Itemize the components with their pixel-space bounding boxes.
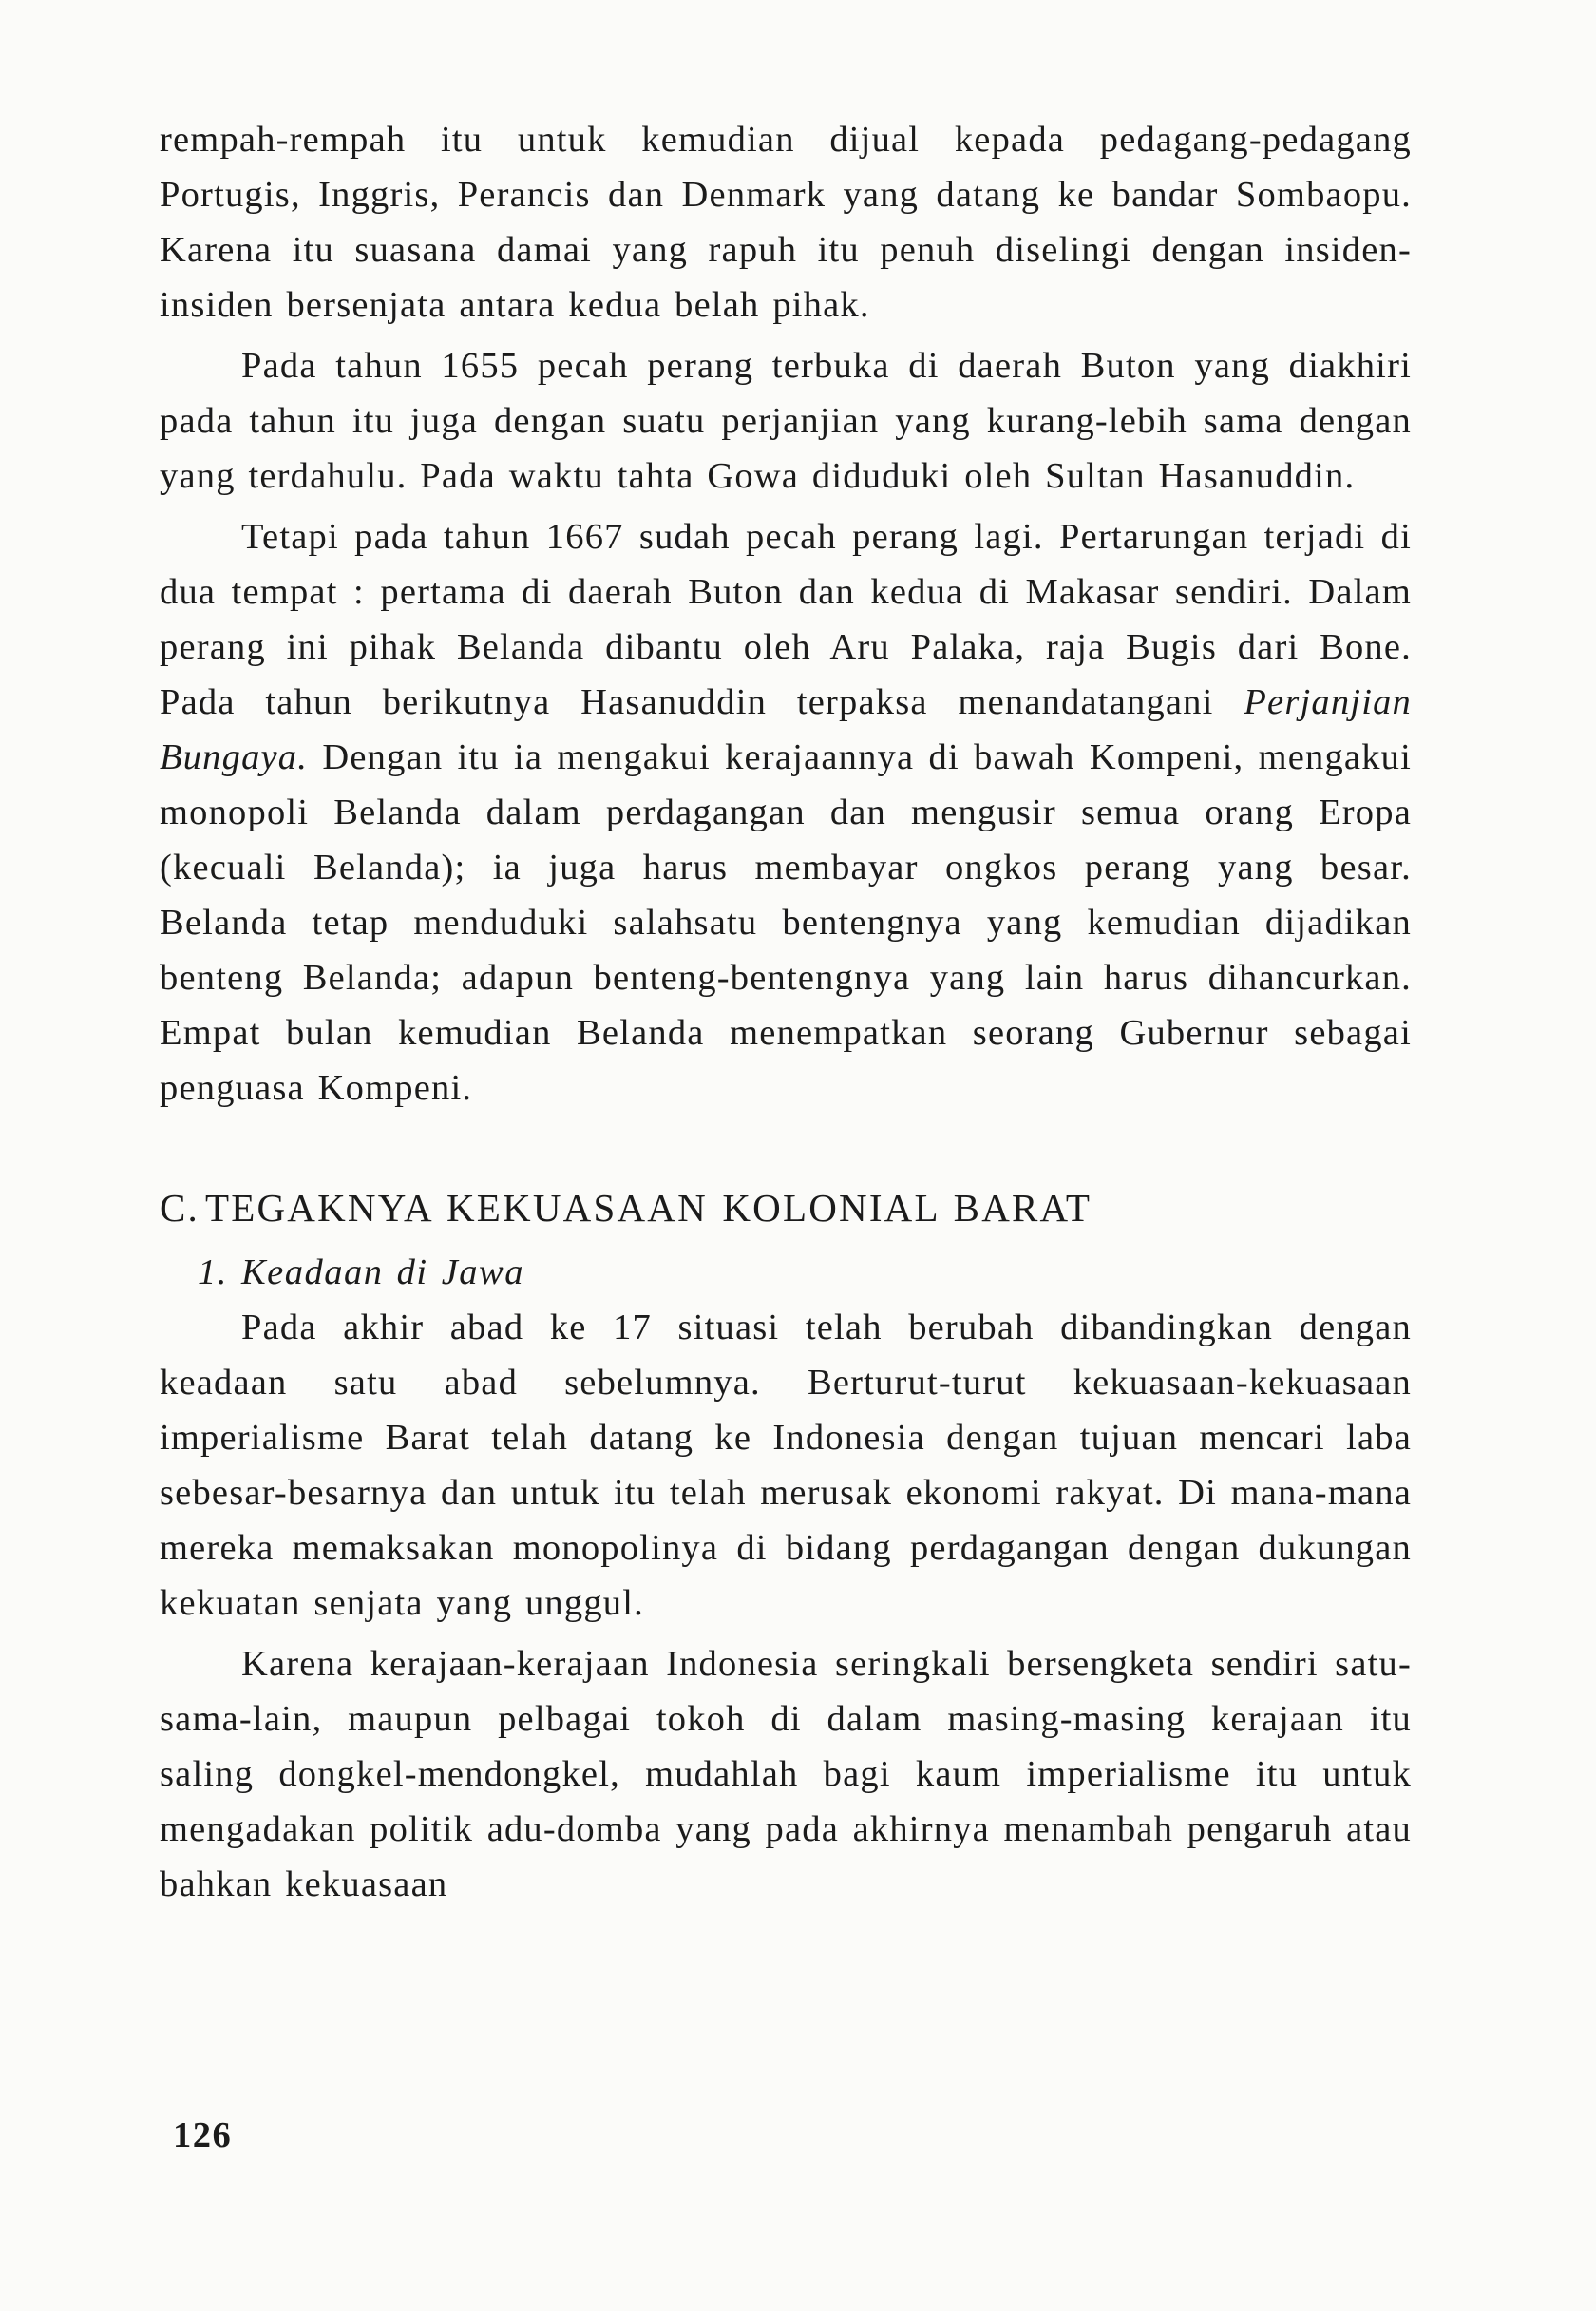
treaty-name: Perjanjian Bungaya.	[160, 682, 1412, 777]
section-number: C.	[160, 1186, 200, 1230]
subsection-title: Keadaan di Jawa	[241, 1252, 524, 1292]
paragraph-4: Pada akhir abad ke 17 situasi telah berubah dibandingkan dengan keadaan satu abad sebelumnya. Berturut-turut kekuasaan-kekuasaan imperialisme Barat telah datang ke Indonesia dengan tujuan mencari laba sebesar-besarnya dan untuk itu telah merusak ekonomi rakyat. Di mana-mana mereka memaksakan monopolinya di bidang perdagangan dengan dukungan kekuatan senjata yang unggul.	[160, 1308, 1412, 1623]
subsection-heading	[198, 1245, 1412, 1300]
subsection-number: 1.	[198, 1252, 228, 1292]
body-text	[160, 112, 1412, 1912]
section-title: TEGAKNYA KEKUASAAN KOLONIAL BARAT	[205, 1186, 1092, 1230]
paragraph-5: Karena kerajaan-kerajaan Indonesia seringkali bersengketa sendiri satu-sama-lain, maupun pelbagai tokoh di dalam masing-masing kerajaan itu saling dongkel-mendongkel, mudahlah bagi kaum imperialisme itu untuk mengadakan politik adu-domba yang pada akhirnya menambah pengaruh atau bahkan kekuasaan	[160, 1644, 1412, 1904]
paragraph-3-text-end: Dengan itu ia mengakui kerajaannya di bawah Kompeni, mengakui monopoli Belanda dalam perdagangan dan mengusir semua orang Eropa (kecuali Belanda); ia juga harus membayar ongkos perang yang besar. Belanda tetap menduduki salahsatu bentengnya yang kemudian dijadikan benteng Belanda; adapun benteng-bentengnya yang lain harus dihancurkan. Empat bulan kemudian Belanda menempatkan seorang Gubernur sebagai penguasa Kompeni.	[160, 737, 1412, 1108]
paragraph-3-text-start: Tetapi pada tahun 1667 sudah pecah perang lagi. Pertarungan terjadi di dua tempat : pertama di daerah Buton dan kedua di Makasar sendiri. Dalam perang ini pihak Belanda dibantu oleh Aru Palaka, raja Bugis dari Bone. Pada tahun berikutnya Hasanuddin terpaksa menandatangani	[160, 517, 1412, 722]
paragraph-3	[160, 509, 1412, 1116]
paragraph-2: Pada tahun 1655 pecah perang terbuka di daerah Buton yang diakhiri pada tahun itu juga dengan suatu perjanjian yang kurang-lebih sama dengan yang terdahulu. Pada waktu tahta Gowa diduduki oleh Sultan Hasanuddin.	[160, 346, 1412, 496]
section-heading	[160, 1180, 1412, 1235]
page-number: 126	[173, 2115, 233, 2155]
paragraph-1: rempah-rempah itu untuk kemudian dijual kepada pedagang-pedagang Portugis, Inggris, Perancis dan Denmark yang datang ke bandar Sombaopu. Karena itu suasana damai yang rapuh itu penuh diselingi dengan insiden-insiden bersenjata antara kedua belah pihak.	[160, 120, 1412, 325]
